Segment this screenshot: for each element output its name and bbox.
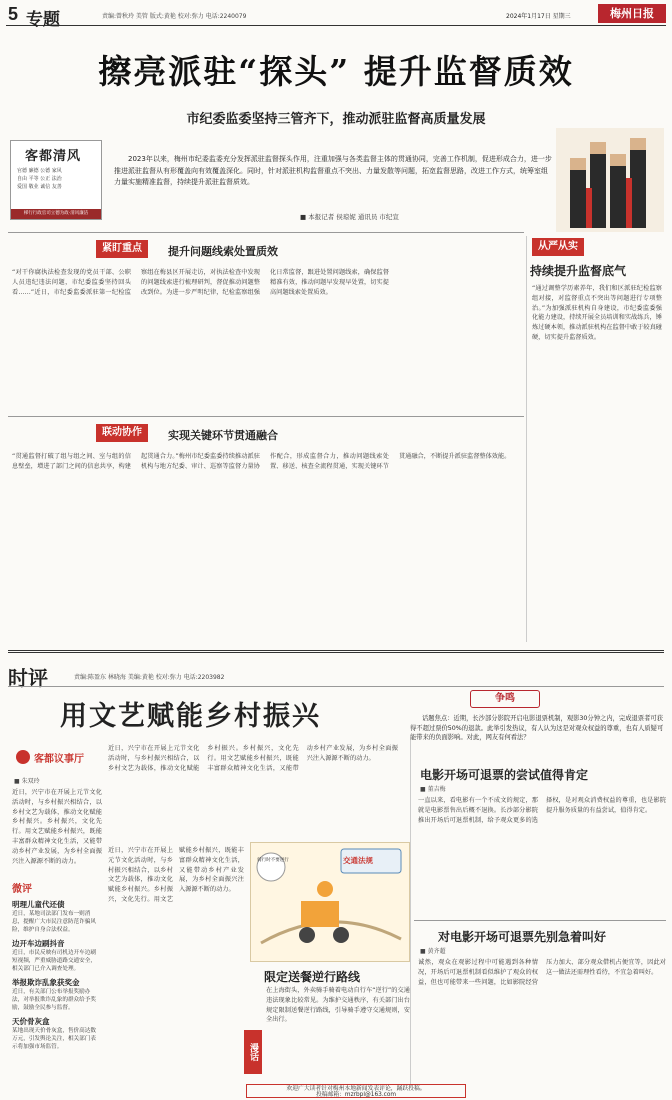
lead-paragraph: 2023年以来，梅州市纪委监委充分发挥派驻监督探头作用，注重加强与各类监督主体的贯通协同，完善工作机制，促进形成合力，进一步推进派驻监督从有形覆盖向有效覆盖深化。同时，针对派驻机构监督重点不突出、力量发散等问题，拓宽监督思路，改进工作方式，统筹室组力量实施精准监督，持续提升派驻监督质效。 [114, 155, 552, 186]
mini-comment-body: 近日，市民反映有司机边开车边刷短视频，严重威胁道路交通安全，相关部门已介入调查处理。 [12, 950, 96, 972]
cartoon-bubble: 骑行时不要逆行 [257, 858, 289, 863]
cartoon-title: 限定送餐逆行路线 [264, 970, 361, 984]
section-title: 专题 [26, 10, 60, 30]
brand-tags: 官德 廉德 公德 家风 自由 平等 公正 法治 爱国 敬业 诚信 友善 [17, 168, 62, 190]
debate-topic: 话题焦点：近期，长沙部分影院开启电影退票机制，观影30分钟之内，完成退票者可获得不超过票价50%的退款。此举引发热议，有人认为这是对观众权益的尊重，也有人质疑可能带来的负面影响。对此，网友有何看法？ [410, 715, 664, 742]
divider [8, 416, 524, 417]
mini-comment-body: 近日，某地司法部门发布一则消息，提醒广大市民注意防范诈骗风险，维护自身合法权益。 [12, 911, 96, 933]
mini-comment-title: 天价骨灰盒 [12, 1017, 50, 1026]
mini-comment-head: 微评 [12, 884, 32, 895]
brand-title: 客都清风 [25, 149, 82, 164]
column-divider [410, 740, 411, 1086]
submission-notice: 欢迎广大读者针对梅州本地新闻发表评论，踊跃投稿。 投稿邮箱：mzrbpl@163.com [246, 1084, 466, 1098]
article-a-title: 电影开场可退票的尝试值得肯定 [420, 768, 589, 782]
section-label-focus: 紧盯重点 [96, 240, 148, 258]
column-divider [526, 236, 527, 642]
section-kicker-strict: 持续提升监督底气 [530, 264, 627, 278]
cartoon-tag: 漫话 [244, 1030, 262, 1074]
forum-dot-icon [16, 750, 30, 764]
mini-comment-item [12, 899, 96, 934]
page-divider [8, 650, 664, 653]
opinion-body-main: 近日，兴宁市在开展上元节文化活动时，与乡村振兴相结合，以乡村文艺为载体，推动文化赋能乡村振兴。乡村振兴，文化先行。用文艺赋能乡村振兴，既能丰富群众精神文化生活，又能带动乡村产业发展，为乡村全面振兴注入源源不断的动力。 [108, 745, 398, 772]
commentary-section-title: 时评 [8, 666, 48, 690]
mini-comment-item [12, 938, 96, 973]
section-kicker-cooperation: 实现关键环节贯通融合 [168, 429, 278, 442]
cartoon-caption: 在上海街头，外卖骑手骑着电动自行车“逆行”的交通违法现象比较常见。为维护交通秩序，有关部门出台规定限制送餐逆行路线，引导骑手遵守交通规则，安全出行。 [266, 987, 410, 1024]
opinion-body-left: 近日，兴宁市在开展上元节文化活动时，与乡村振兴相结合，以乡村文艺为载体，推动文化赋能乡村振兴。乡村振兴，文化先行。用文艺赋能乡村振兴，既能丰富群众精神文化生活，又能带动乡村产业发展，为乡村全面振兴注入源源不断的动力。 [12, 789, 102, 865]
debate-label: 争鸣 [470, 690, 540, 708]
clean-wind-brand-box [10, 140, 102, 220]
divider [8, 686, 664, 687]
editors-line: 责编:曾秋玲 美管 版式:黄艳 校对:弥力 电话:2240079 [102, 13, 247, 20]
mini-comment-title: 举报欺诈乱象获奖金 [12, 978, 80, 987]
mini-comment-column [12, 880, 96, 1080]
article-a-body: 一直以来，看电影有一个不成文的规定，那就是电影票售出后概不退换。长沙部分影院推出开场后可退票机制，给予观众更多的选择权，是对观众消费权益的尊重，也是影院提升服务质量的有益尝试，值得肯定。 [418, 797, 666, 824]
commentary-editors: 责编:陈盈东 林晓海 美编:黄艳 校对:弥力 电话:2203982 [74, 674, 225, 681]
mini-comment-body: 某地出现天价骨灰盒，售价高达数万元，引发舆论关注，相关部门表示将加强市场监管。 [12, 1028, 96, 1050]
article-b-title: 对电影开场可退票先别急着叫好 [438, 930, 607, 944]
mini-comment-title: 边开车边刷抖音 [12, 939, 65, 948]
section-body-cooperation: “贯通监督打破了组与组之间、室与组的信息壁垒，增进了部门之间的信息共享，构建起贯通合力。”梅州市纪委监委持续推动派驻机构与地方纪委、审计、巡察等监督力量协作配合，形成监督合力，推动问题线索处置、移送、核查全流程贯通，实现关键环节贯通融合，不断提升派驻监督整体效能。 [12, 453, 511, 470]
section-label-cooperation: 联动协作 [96, 424, 148, 442]
masthead [6, 4, 666, 30]
opinion-byline: ■ 朱双玲 [14, 778, 40, 785]
article-b-body: 诚然，观众在观影过程中可能遇到各种情况，开场后可退票机制看似维护了观众的权益，但也可能带来一些问题，比如影院经营压力加大、部分观众借机占便宜等，因此对这一做法还需理性看待，不宜急着叫好。 [418, 959, 666, 986]
mini-comment-item [12, 977, 96, 1012]
divider [414, 920, 666, 921]
kedu-forum-banner [12, 744, 102, 770]
section-kicker-focus: 提升问题线索处置质效 [168, 245, 278, 258]
opinion-body-continued: 近日，兴宁市在开展上元节文化活动时，与乡村振兴相结合，以乡村文艺为载体，推动文化赋能乡村振兴。乡村振兴，文化先行。用文艺赋能乡村振兴，既能丰富群众精神文化生活，又能带动乡村产业发展，为乡村全面振兴注入源源不断的动力。 [108, 847, 244, 903]
mini-comment-body: 近日，有关部门公布举报奖励办法，对举报欺诈乱象的群众给予奖励，鼓励全民参与监督。 [12, 989, 96, 1011]
article-a-byline: ■ 董吉梅 [420, 786, 446, 793]
dateline: 2024年1月17日 星期三 [506, 13, 571, 20]
newspaper-logo: 梅州日报 [598, 4, 666, 23]
page-subheadline: 市纪委监委坚持三管齐下，推动派驻监督高质量发展 [186, 112, 486, 127]
mini-comment-title: 明理儿童代还债 [12, 900, 65, 909]
commentary-headline: 用文艺赋能乡村振兴 [60, 701, 321, 732]
page-number: 5 [8, 4, 19, 24]
section-label-strict: 从严从实 [532, 238, 584, 256]
hands-illustration [556, 128, 664, 232]
cartoon-illustration [250, 842, 410, 962]
mini-comment-item [12, 1016, 96, 1051]
brand-footer: 梯行行政官司立德为政·清风廉洁 [11, 209, 101, 219]
section-body-strict: “通过调整学历素养年，我们和区派驻纪检监察组对接，对监督重点不突出等问题进行专项整治。”为加强派驻机构自身建设，市纪委监委强化能力建设，持续开展全员培训和实战练兵，锤炼过硬本领，推动派驻机构在监督中敢于较真碰硬，切实提升监督质效。 [532, 285, 662, 341]
cartoon-sign: 交通法规 [343, 856, 373, 865]
divider [8, 232, 524, 233]
lead-byline: ■ 本报记者 侯琼妮 通讯员 市纪宣 [300, 213, 399, 221]
article-b-byline: ■ 黄齐超 [420, 948, 446, 955]
forum-title: 客都议事厅 [34, 754, 84, 765]
page-headline: 擦亮派驻“探头” 提升监督质效 [98, 52, 574, 91]
section-body-focus: “对干你腐执法检查发现的党员干部、公职人员违纪违法问题，市纪委监委坚持回头看……”近日，市纪委监委派驻第一纪检监察组在梅县区开展走访，对执法检查中发现的问题线索进行梳理研判，督促推动问题整改到位。为进一步严明纪律，纪检监察组强化日常监督，跟进处置问题线索，确保监督精准有效，推动问题早发现早处置，切实提高问题线索处置质效。 [12, 269, 389, 296]
